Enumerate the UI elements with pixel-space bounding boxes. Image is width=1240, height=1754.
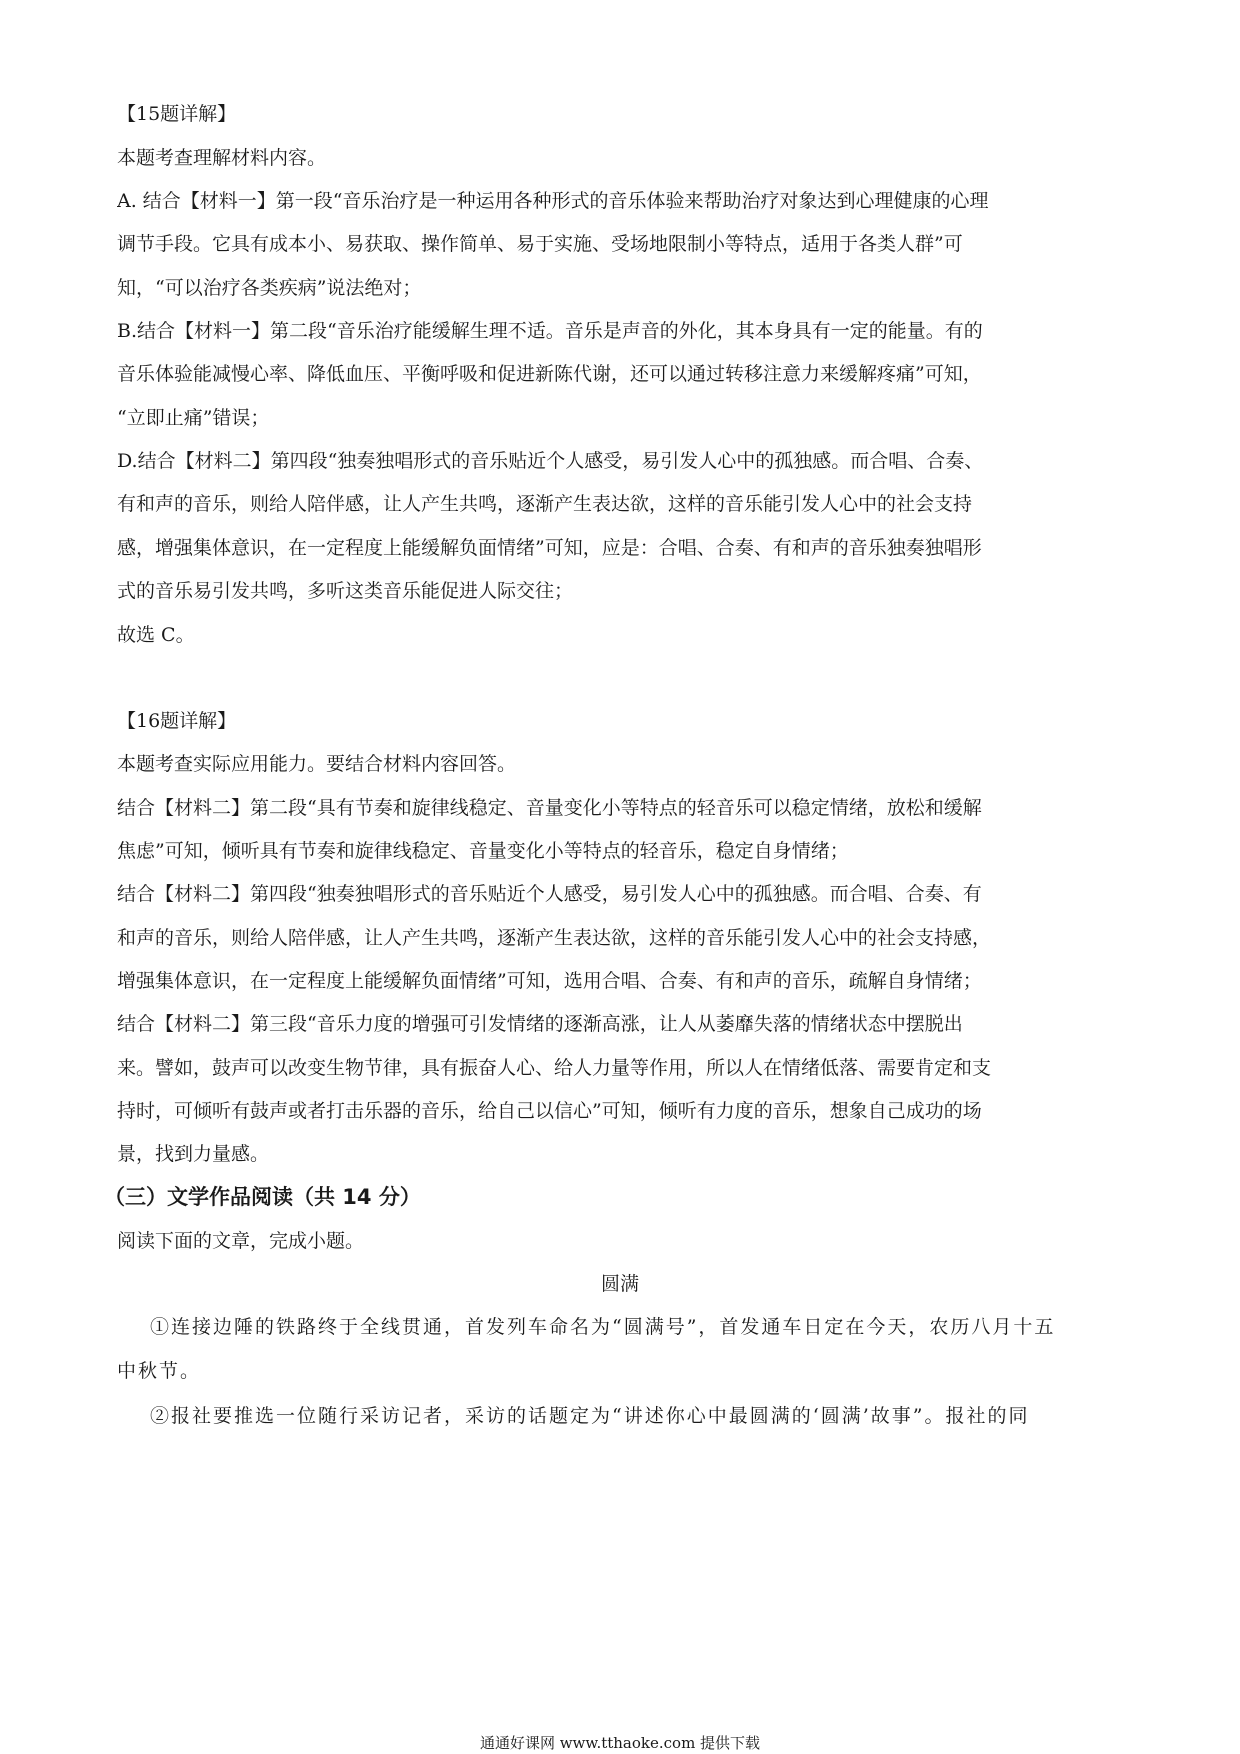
- story-line-1: ①连接边陲的铁路终于全线贯通，首发列车命名为“圆满号”，首发通车日定在今天，农历八月十五: [150, 1316, 1056, 1338]
- q16-line-5: 和声的音乐，则给人陪伴感，让人产生共鸣，逐渐产生表达欲，这样的音乐能引发人心中的社会支持感，: [117, 927, 992, 949]
- q16-line-7: 结合【材料二】第三段“音乐力度的增强可引发情绪的逐渐高涨，让人从萎靡失落的情绪状态中摆脱出: [117, 1013, 963, 1035]
- q15-line-8: D.结合【材料二】第四段“独奏独唱形式的音乐贴近个人感受，易引发人心中的孤独感。而合唱、合奏、: [117, 450, 984, 472]
- q15-line-5: B.结合【材料一】第二段“音乐治疗能缓解生理不适。音乐是声音的外化，其本身具有一定的能量。有的: [117, 320, 983, 342]
- story-title: 圆满: [600, 1273, 639, 1295]
- q15-line-2: A. 结合【材料一】第一段“音乐治疗是一种运用各种形式的音乐体验来帮助治疗对象达到心理健康的心理: [117, 190, 989, 212]
- q15-line-7: “立即止痛”错误；: [117, 407, 270, 429]
- q15-line-10: 感，增强集体意识，在一定程度上能缓解负面情绪”可知，应是：合唱、合奏、有和声的音乐独奏独唱形: [117, 537, 982, 559]
- q15-line-9: 有和声的音乐，则给人陪伴感，让人产生共鸣，逐渐产生表达欲，这样的音乐能引发人心中的社会支持: [117, 493, 973, 515]
- q16-line-2: 结合【材料二】第二段“具有节奏和旋律线稳定、音量变化小等特点的轻音乐可以稳定情绪，放松和缓解: [117, 797, 982, 819]
- page-footer: 通通好课网 www.tthaoke.com 提供下载: [479, 1734, 761, 1752]
- q15-line-11: 式的音乐易引发共鸣，多听这类音乐能促进人际交往；: [117, 580, 574, 602]
- q16-line-1: 本题考查实际应用能力。要结合材料内容回答。: [117, 753, 517, 775]
- q16-line-10: 景，找到力量感。: [117, 1143, 270, 1165]
- q16-line-4: 结合【材料二】第四段“独奏独唱形式的音乐贴近个人感受，易引发人心中的孤独感。而合唱、合奏、有: [117, 883, 982, 905]
- q16-line-9: 持时，可倾听有鼓声或者打击乐器的音乐，给自己以信心”可知，倾听有力度的音乐，想象自己成功的场: [117, 1100, 982, 1122]
- q15-line-3: 调节手段。它具有成本小、易获取、操作简单、易于实施、受场地限制小等特点，适用于各类人群”可: [117, 233, 963, 255]
- section-instruction: 阅读下面的文章，完成小题。: [117, 1230, 365, 1252]
- section-heading: （三）文学作品阅读（共 14 分）: [104, 1185, 421, 1209]
- q16-line-8: 来。譬如，鼓声可以改变生物节律，具有振奋人心、给人力量等作用，所以人在情绪低落、需要肯定和支: [117, 1057, 992, 1079]
- story-line-2: 中秋节。: [117, 1360, 202, 1382]
- story-line-3: ②报社要推选一位随行采访记者，采访的话题定为“讲述你心中最圆满的‘圆满’故事”。报社的同: [150, 1405, 1030, 1427]
- q15-header: 【15题详解】: [117, 103, 237, 125]
- q16-header: 【16题详解】: [117, 710, 237, 732]
- q16-line-6: 增强集体意识，在一定程度上能缓解负面情绪”可知，选用合唱、合奏、有和声的音乐，疏解自身情绪；: [117, 970, 982, 992]
- q15-line-4: 知，“可以治疗各类疾病”说法绝对；: [117, 277, 422, 299]
- q15-line-12: 故选 C。: [117, 624, 195, 646]
- q16-line-3: 焦虑”可知，倾听具有节奏和旋律线稳定、音量变化小等特点的轻音乐，稳定自身情绪；: [117, 840, 849, 862]
- q15-line-6: 音乐体验能减慢心率、降低血压、平衡呼吸和促进新陈代谢，还可以通过转移注意力来缓解疼痛”可知，: [117, 363, 982, 385]
- q15-line-1: 本题考查理解材料内容。: [117, 147, 327, 169]
